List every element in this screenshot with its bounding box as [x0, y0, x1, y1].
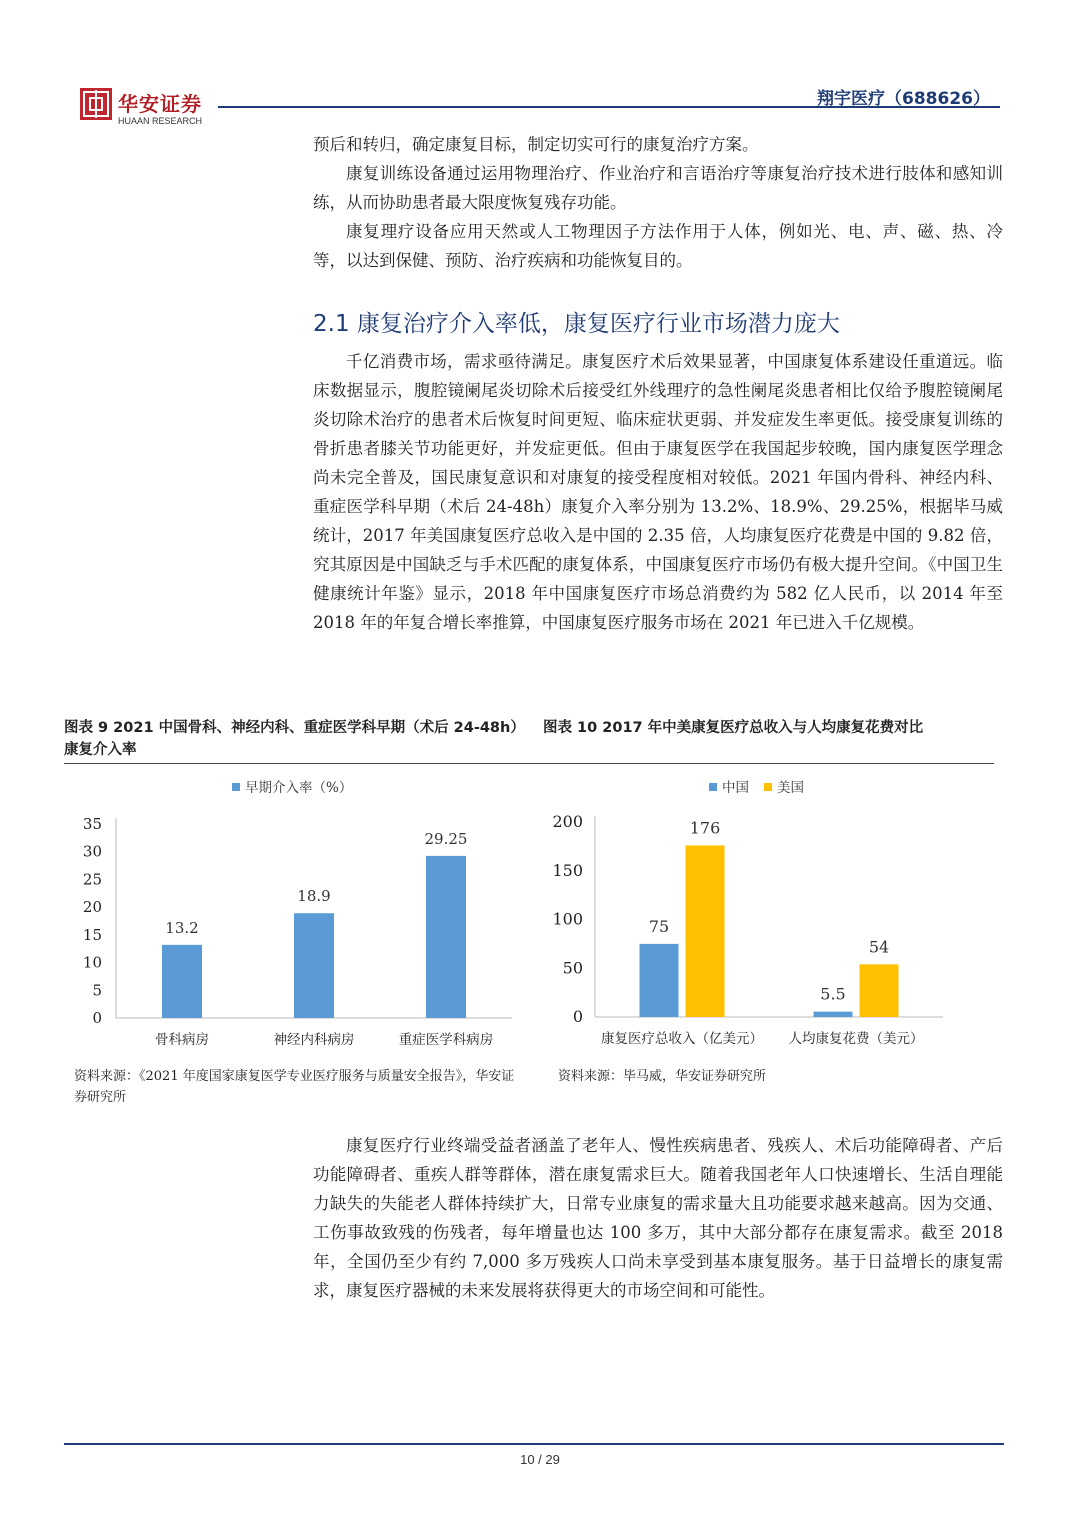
paragraph: 预后和转归，确定康复目标，制定切实可行的康复治疗方案。	[313, 135, 759, 154]
bar	[686, 845, 725, 1017]
figure9-source: 资料来源：《2021 年度国家康复医学专业医疗服务与质量安全报告》，华安证券研究所	[74, 1069, 515, 1105]
x-category-label: 骨科病房	[155, 1032, 209, 1048]
bar	[162, 945, 202, 1018]
figure10-source: 资料来源：毕马威，华安证券研究所	[558, 1069, 767, 1084]
report-title: 翔宇医疗（688626）	[817, 89, 990, 109]
logo-subtitle: HUAAN RESEARCH	[118, 116, 203, 126]
chart-figure10	[543, 770, 1003, 1060]
y-tick-label: 15	[82, 925, 102, 944]
bar	[640, 944, 679, 1017]
chart-figure9	[64, 770, 534, 1060]
y-tick-label: 0	[92, 1009, 102, 1027]
figure9-caption: 图表 9 2021 中国骨科、神经内科、重症医学科早期（术后 24-48h）康复介入率	[64, 720, 525, 758]
logo-icon	[80, 88, 112, 120]
bar	[426, 856, 466, 1018]
logo-text: 华安证券	[118, 92, 202, 116]
bar	[294, 913, 334, 1018]
y-tick-label: 200	[552, 812, 583, 831]
data-label: 18.9	[297, 887, 331, 906]
data-label: 176	[689, 818, 721, 838]
bar	[860, 964, 899, 1017]
section-heading: 2.1 康复治疗介入率低，康复医疗行业市场潜力庞大	[313, 311, 840, 337]
y-tick-label: 50	[562, 958, 583, 978]
legend-label: 早期介入率（%）	[245, 780, 353, 796]
legend-swatch	[709, 783, 717, 791]
x-category-label: 人均康复花费（美元）	[788, 1031, 924, 1047]
y-tick-label: 100	[552, 909, 583, 929]
y-tick-label: 20	[82, 898, 102, 917]
x-category-label: 重症医学科病房	[398, 1032, 494, 1048]
data-label: 29.25	[424, 829, 468, 848]
data-label: 54	[868, 937, 890, 957]
x-category-label: 神经内科病房	[273, 1032, 355, 1048]
y-tick-label: 30	[82, 842, 102, 861]
section-paragraph: 千亿消费市场，需求亟待满足。康复医疗术后效果显著，中国康复体系建设任重道远。临床数据显示，腹腔镜阑尾炎切除术后接受红外线理疗的急性阑尾炎患者相比仅给予腹腔镜阑尾炎切除术治疗的患者术后恢复时间更短、临床症状更弱、并发症发生率更低。接受康复训练的骨折患者膝关节功能更好，并发症更低。但由于康复医学在我国起步较晚，国内康复医学理念尚未完全普及，国民康复意识和对康复的接受程度相对较低。2021 年国内骨科、神经内科、重症医学科早期（术后 24-48h）康复介入率分别为 13.2%、18.9%、29.25%，根据毕马威统计，2017 年美国康复医疗总收入是中国的 2.35 倍，人均康复医疗花费是中国的 9.82 倍，究其原因是中国缺乏与手术匹配的康复体系，中国康复医疗市场仍有极大提升空间。《中国卫生健康统计年鉴》显示，2018 年中国康复医疗市场总消费约为 582 亿人民币，以 2014 年至 2018 年的年复合增长率推算，中国康复医疗服务市场在 2021 年已进入千亿规模。	[313, 352, 1003, 632]
y-tick-label: 0	[572, 1007, 583, 1026]
paragraph: 康复训练设备通过运用物理治疗、作业治疗和言语治疗等康复治疗技术进行肢体和感知训练，从而协助患者最大限度恢复残存功能。	[313, 164, 1003, 212]
figure-divider	[64, 763, 994, 764]
bar	[814, 1012, 853, 1017]
x-category-label: 康复医疗总收入（亿美元）	[601, 1031, 763, 1047]
footer-divider	[64, 1443, 1004, 1445]
y-tick-label: 10	[82, 953, 102, 972]
figure10-caption: 图表 10 2017 年中美康复医疗总收入与人均康复花费对比	[543, 720, 924, 736]
y-tick-label: 35	[82, 815, 102, 833]
y-tick-label: 25	[82, 870, 102, 889]
legend-swatch	[232, 783, 240, 791]
data-label: 75	[648, 916, 670, 936]
y-tick-label: 5	[92, 981, 102, 1000]
data-label: 5.5	[820, 984, 846, 1004]
closing-paragraph: 康复医疗行业终端受益者涵盖了老年人、慢性疾病患者、残疾人、术后功能障碍者、产后功能障碍者、重疾人群等群体，潜在康复需求巨大。随着我国老年人口快速增长、生活自理能力缺失的失能老人群体持续扩大，日常专业康复的需求量大且功能要求越来越高。因为交通、工伤事故致残的伤残者，每年增量也达 100 多万，其中大部分都存在康复需求。截至 2018 年，全国仍至少有约 7,000 多万残疾人口尚未享受到基本康复服务。基于日益增长的康复需求，康复医疗器械的未来发展将获得更大的市场空间和可能性。	[313, 1136, 1003, 1300]
legend-swatch	[764, 783, 772, 791]
y-tick-label: 150	[552, 860, 583, 880]
data-label: 13.2	[165, 918, 199, 937]
legend-label: 中国	[722, 780, 749, 796]
page-number: 10 / 29	[520, 1452, 560, 1467]
legend-label: 美国	[777, 780, 804, 796]
paragraph: 康复理疗设备应用天然或人工物理因子方法作用于人体，例如光、电、声、磁、热、冷等，以达到保健、预防、治疗疾病和功能恢复目的。	[313, 222, 1003, 270]
